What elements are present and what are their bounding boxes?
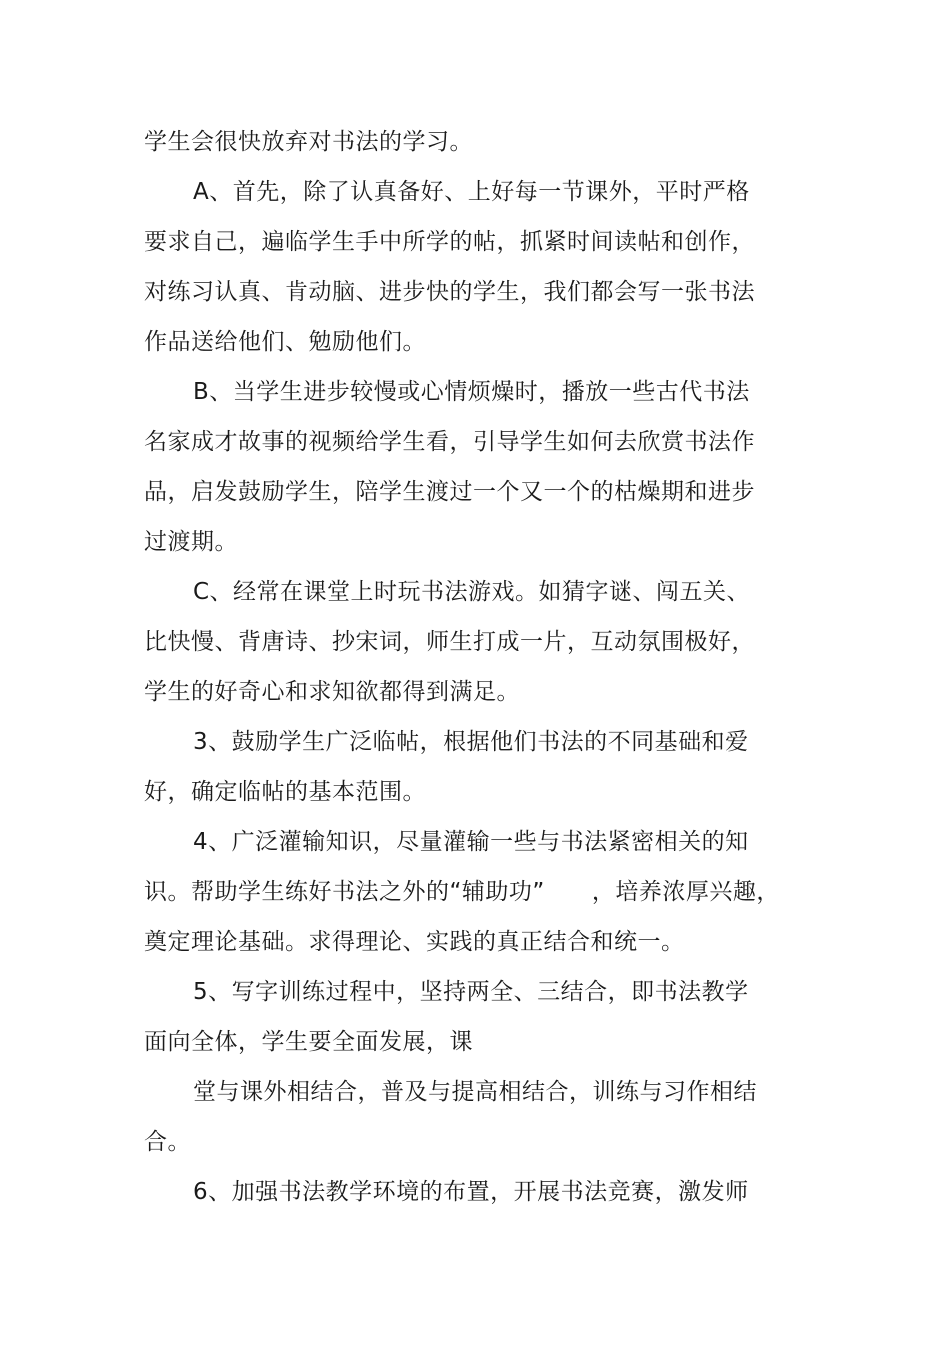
text-line: 学生的好奇心和求知欲都得到满足。	[144, 679, 520, 705]
paragraph-a-line: A、首先，除了认真备好、上好每一节课外，平时严格	[193, 179, 750, 205]
text-line: 面向全体，学生要全面发展，课	[144, 1029, 473, 1055]
paragraph-5-line: 5、写字训练过程中，坚持两全、三结合，即书法教学	[193, 979, 749, 1005]
text-line: 合。	[144, 1129, 191, 1155]
paragraph-c-line: C、经常在课堂上时玩书法游戏。如猜字谜、闯五关、	[193, 579, 751, 605]
text-line: 好，确定临帖的基本范围。	[144, 779, 426, 805]
text-line: 过渡期。	[144, 529, 238, 555]
text-line: 学生会很快放弃对书法的学习。	[144, 129, 473, 155]
paragraph-3-line: 3、鼓励学生广泛临帖，根据他们书法的不同基础和爱	[193, 729, 749, 755]
text-line: 品，启发鼓励学生，陪学生渡过一个又一个的枯燥期和进步	[144, 479, 755, 505]
text-line: 名家成才故事的视频给学生看，引导学生如何去欣赏书法作	[144, 429, 755, 455]
paragraph-b-line: B、当学生进步较慢或心情烦燥时，播放一些古代书法	[193, 379, 750, 405]
text-line: 堂与课外相结合，普及与提高相结合，训练与习作相结	[193, 1079, 757, 1105]
text-line: 对练习认真、肯动脑、进步快的学生，我们都会写一张书法	[144, 279, 755, 305]
text-line: 奠定理论基础。求得理论、实践的真正结合和统一。	[144, 929, 685, 955]
text-line: 要求自己，遍临学生手中所学的帖，抓紧时间读帖和创作，	[144, 229, 755, 255]
text-line: 比快慢、背唐诗、抄宋词，师生打成一片，互动氛围极好，	[144, 629, 755, 655]
text-line: 识。帮助学生练好书法之外的“辅助功” ，培养浓厚兴趣，	[144, 879, 780, 905]
paragraph-4-line: 4、广泛灌输知识，尽量灌输一些与书法紧密相关的知	[193, 829, 749, 855]
text-line: 作品送给他们、勉励他们。	[144, 329, 426, 355]
paragraph-6-line: 6、加强书法教学环境的布置，开展书法竞赛，激发师	[193, 1179, 749, 1205]
